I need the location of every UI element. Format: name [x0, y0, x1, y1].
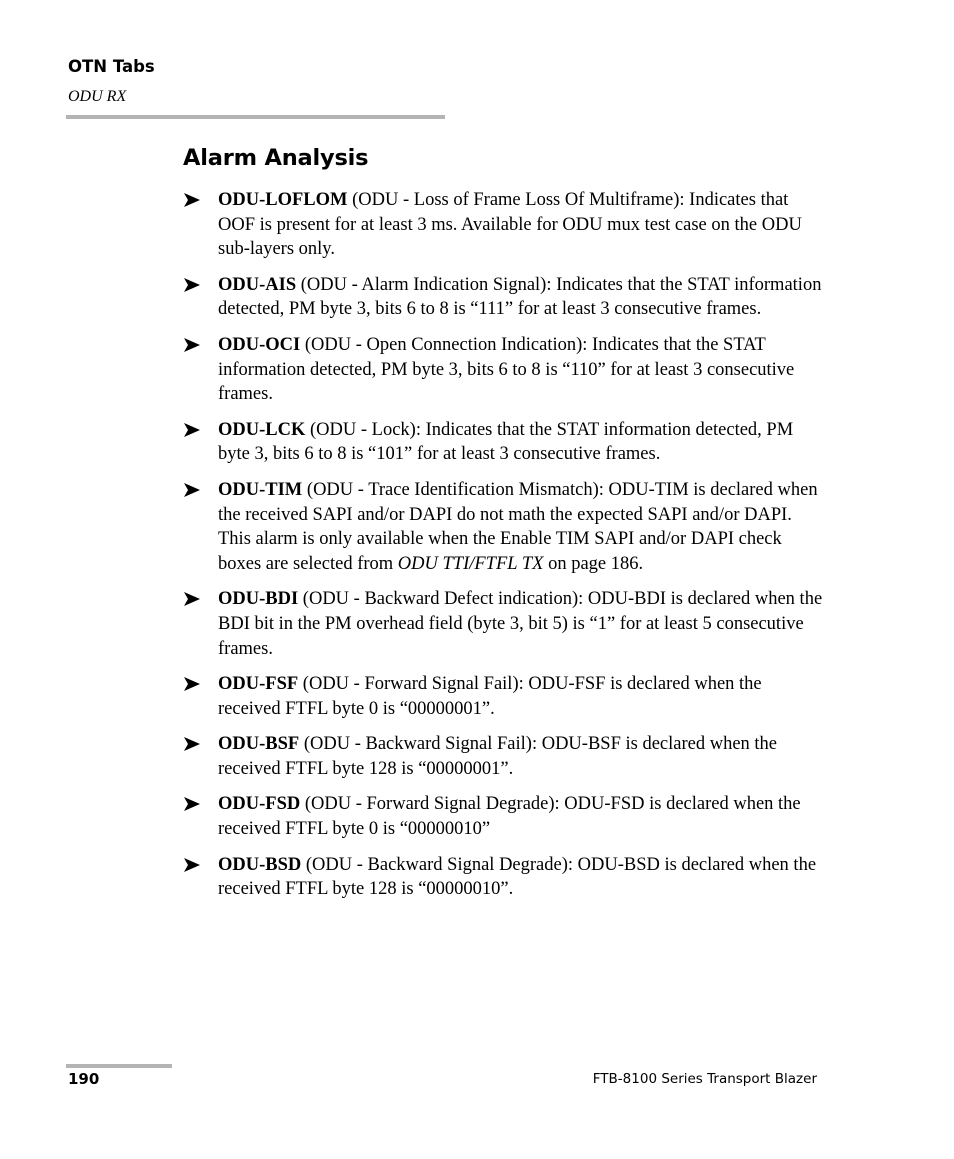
arrowhead-bullet-icon: [183, 276, 201, 294]
alarm-item-odu-ais: [183, 273, 823, 322]
alarm-item-odu-loflom: [183, 188, 823, 262]
alarm-item-odu-tim: [183, 478, 823, 576]
arrowhead-bullet-icon: [183, 421, 201, 439]
alarm-term: ODU-BDI: [218, 589, 299, 610]
alarm-term: ODU-FSF: [218, 674, 299, 695]
alarm-term: ODU-BSD: [218, 854, 302, 875]
alarm-description-tail: on page 186.: [543, 553, 644, 574]
alarm-term: ODU-LOFLOM: [218, 190, 348, 210]
alarm-term: ODU-OCI: [218, 334, 301, 355]
arrowhead-bullet-icon: [183, 675, 201, 693]
section-title: Alarm Analysis: [183, 145, 369, 171]
alarm-item-odu-fsd: [183, 792, 823, 841]
arrowhead-bullet-icon: [183, 735, 201, 753]
alarm-item-odu-bdi: [183, 587, 823, 661]
alarm-list: [183, 188, 823, 913]
alarm-term: ODU-AIS: [218, 274, 297, 295]
cross-reference-link[interactable]: ODU TTI/FTFL TX: [397, 553, 544, 574]
running-header-title: OTN Tabs: [68, 57, 155, 76]
alarm-term: ODU-TIM: [218, 479, 303, 500]
alarm-description: (ODU - Trace Identification Mismatch): ODU-TIM is declared when the received SAPI and/or DAPI do not math the expected SAPI and/or DAPI. This alarm is only available when the Enable TIM SAPI and/or DAPI check boxes are selected from: [218, 479, 818, 574]
alarm-item-odu-fsf: [183, 672, 823, 721]
alarm-description: (ODU - Forward Signal Degrade): ODU-FSD is declared when the received FTFL byte 0 is “00000010”: [218, 794, 801, 840]
arrowhead-bullet-icon: [183, 481, 201, 499]
alarm-item-odu-oci: [183, 333, 823, 407]
running-header-subtitle: ODU RX: [68, 88, 127, 105]
footer-rule: [66, 1064, 172, 1068]
alarm-description: (ODU - Backward Signal Degrade): ODU-BSD is declared when the received FTFL byte 128 is “00000010”.: [218, 854, 817, 900]
alarm-item-odu-bsd: [183, 853, 823, 902]
alarm-term: ODU-FSD: [218, 794, 301, 815]
arrowhead-bullet-icon: [183, 795, 201, 813]
alarm-term: ODU-LCK: [218, 419, 306, 440]
alarm-term: ODU-BSF: [218, 734, 300, 755]
alarm-description: (ODU - Alarm Indication Signal): Indicates that the STAT information detected, PM byte 3, bits 6 to 8 is “111” for at least 3 consecutive frames.: [218, 274, 822, 320]
arrowhead-bullet-icon: [183, 336, 201, 354]
alarm-item-odu-bsf: [183, 732, 823, 781]
alarm-description: (ODU - Backward Defect indication): ODU-BDI is declared when the BDI bit in the PM overhead field (byte 3, bit 5) is “1” for at least 5 consecutive frames.: [218, 589, 823, 659]
arrowhead-bullet-icon: [183, 856, 201, 874]
alarm-description: (ODU - Open Connection Indication): Indicates that the STAT information detected, PM byte 3, bits 6 to 8 is “110” for at least 3 consecutive frames.: [218, 334, 795, 405]
alarm-item-odu-lck: [183, 418, 823, 467]
alarm-description: (ODU - Loss of Frame Loss Of Multiframe): Indicates that OOF is present for at least 3 ms. Available for ODU mux test case on the ODU sub-layers only.: [218, 190, 802, 260]
alarm-description: (ODU - Backward Signal Fail): ODU-BSF is declared when the received FTFL byte 128 is “00000001”.: [218, 734, 778, 779]
page-number: 190: [68, 1070, 100, 1088]
header-rule: [66, 115, 445, 119]
product-name: FTB-8100 Series Transport Blazer: [592, 1071, 817, 1087]
arrowhead-bullet-icon: [183, 590, 201, 608]
arrowhead-bullet-icon: [183, 191, 201, 209]
alarm-description: (ODU - Forward Signal Fail): ODU-FSF is declared when the received FTFL byte 0 is “00000001”.: [218, 674, 762, 719]
alarm-description: (ODU - Lock): Indicates that the STAT information detected, PM byte 3, bits 6 to 8 is “101” for at least 3 consecutive frames.: [218, 419, 794, 465]
